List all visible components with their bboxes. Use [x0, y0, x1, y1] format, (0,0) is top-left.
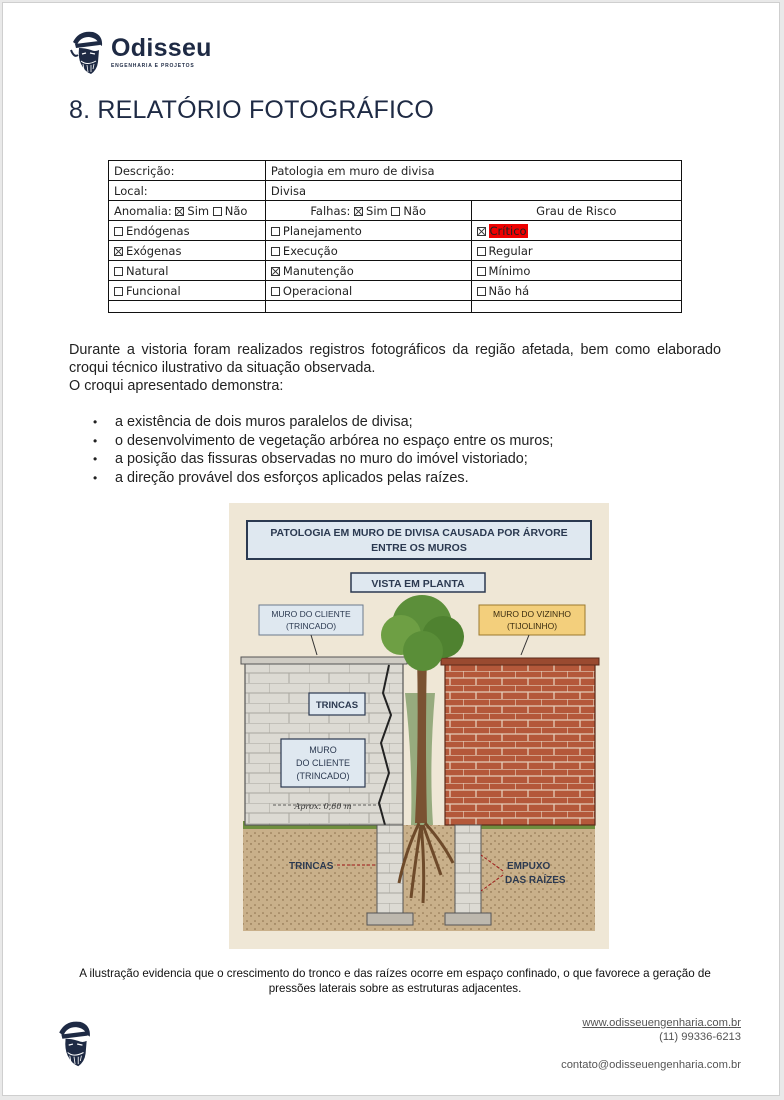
client-wall-line1: MURO DO CLIENTE: [271, 609, 351, 619]
option-manutencao: Manutenção: [282, 263, 354, 278]
option-cell: [265, 281, 471, 301]
empuxo-line2: DAS RAÍZES: [505, 875, 566, 886]
muro-line2: DO CLIENTE: [295, 758, 351, 768]
illustration-caption: A ilustração evidencia que o crescimento do tronco e das raízes ocorre em espaço confinado, o que favorece a geração de pressões laterais sobre as estruturas adjacentes.: [79, 967, 711, 995]
neighbor-footing-base: [445, 913, 491, 925]
empuxo-line1: EMPUXO: [507, 861, 551, 872]
checkbox-empty-icon[interactable]: [114, 267, 123, 276]
trincas-label: TRINCAS: [315, 700, 359, 711]
client-footing-base: [367, 913, 413, 925]
grau-risco-header: Grau de Risco: [471, 201, 681, 221]
checkbox-empty-icon[interactable]: [213, 207, 222, 216]
descricao-value: Patologia em muro de divisa: [265, 161, 681, 181]
view-label: VISTA EM PLANTA: [371, 578, 465, 590]
checkbox-empty-icon[interactable]: [477, 267, 486, 276]
phone-number: (11) 99336-6213: [659, 1031, 741, 1043]
local-label: Local:: [109, 181, 266, 201]
option-cell: [471, 261, 681, 281]
checkbox-checked-icon[interactable]: [354, 207, 363, 216]
aprox-label: Aprox. 0,60 m: [294, 802, 352, 811]
list-item: • a direção provável dos esforços aplicados pelas raízes.: [91, 469, 553, 488]
empty-cell: [471, 301, 681, 313]
odysseus-head-logo-icon: [69, 28, 105, 76]
illustration-title-line1: PATOLOGIA EM MURO DE DIVISA CAUSADA POR ÁRVORE: [270, 527, 568, 539]
option-cell: [471, 221, 681, 241]
option-operacional: Operacional: [282, 283, 353, 298]
anomalia-nao-label: Não: [224, 203, 248, 218]
neighbor-wall-line2: (TIJOLINHO): [506, 621, 558, 631]
checkbox-checked-icon[interactable]: [114, 247, 123, 256]
illustration-title-line2: ENTRE OS MUROS: [371, 542, 467, 554]
website-link[interactable]: www.odisseuengenharia.com.br: [582, 1017, 741, 1029]
checkbox-empty-icon[interactable]: [114, 227, 123, 236]
checkbox-checked-icon[interactable]: [175, 207, 184, 216]
brand-tagline: ENGENHARIA E PROJETOS: [111, 62, 195, 69]
checkbox-empty-icon[interactable]: [391, 207, 400, 216]
option-cell: [265, 221, 471, 241]
inspection-table: [108, 160, 682, 313]
muro-line1: MURO: [309, 745, 337, 755]
option-regular: Regular: [488, 243, 533, 258]
option-cell: [471, 241, 681, 261]
body-intro: O croqui apresentado demonstra:: [69, 378, 284, 394]
body-text: [69, 341, 721, 395]
client-wall-cap: [241, 657, 407, 664]
option-endogenas: Endógenas: [126, 223, 190, 238]
anomalia-label: Anomalia:: [114, 203, 172, 218]
empty-cell: [265, 301, 471, 313]
empty-cell: [109, 301, 266, 313]
option-cell: [109, 241, 266, 261]
brand-name: Odisseu: [111, 33, 212, 62]
option-cell: [109, 221, 266, 241]
bullet-list: [91, 413, 553, 487]
falhas-label: Falhas:: [310, 203, 351, 218]
option-nao-ha: Não há: [488, 283, 530, 298]
falhas-sim-label: Sim: [366, 203, 388, 218]
neighbor-wall-line1: MURO DO VIZINHO: [493, 609, 571, 619]
checkbox-checked-icon[interactable]: [477, 227, 486, 236]
option-minimo: Mínimo: [488, 263, 531, 278]
falhas-nao-label: Não: [403, 203, 427, 218]
descricao-label: Descrição:: [109, 161, 266, 181]
neighbor-footing: [455, 825, 481, 921]
option-exogenas: Exógenas: [126, 243, 182, 258]
anomalia-sim-label: Sim: [187, 203, 210, 218]
checkbox-empty-icon[interactable]: [271, 247, 280, 256]
checkbox-empty-icon[interactable]: [271, 227, 280, 236]
report-page: [2, 2, 780, 1096]
list-item: • o desenvolvimento de vegetação arbórea no espaço entre os muros;: [91, 432, 553, 451]
neighbor-wall: [445, 663, 595, 825]
anomalia-cell: [109, 201, 266, 221]
checkbox-empty-icon[interactable]: [114, 287, 123, 296]
wall-pathology-illustration: [229, 503, 609, 949]
local-value: Divisa: [265, 181, 681, 201]
option-critico-highlighted: Crítico: [489, 223, 527, 238]
email-address[interactable]: contato@odisseuengenharia.com.br: [561, 1059, 741, 1071]
odysseus-head-logo-icon: [55, 1015, 93, 1071]
checkbox-empty-icon[interactable]: [271, 287, 280, 296]
company-logo: [69, 28, 212, 76]
tree-canopy: [403, 631, 443, 671]
option-funcional: Funcional: [126, 283, 181, 298]
option-cell: [471, 281, 681, 301]
checkbox-empty-icon[interactable]: [477, 247, 486, 256]
contact-block: [561, 1016, 741, 1072]
neighbor-wall-cap: [441, 658, 599, 665]
falhas-cell: [265, 201, 471, 221]
option-cell: [265, 241, 471, 261]
option-cell: [109, 281, 266, 301]
checkbox-empty-icon[interactable]: [477, 287, 486, 296]
list-item: • a posição das fissuras observadas no muro do imóvel vistoriado;: [91, 450, 553, 469]
client-footing: [377, 825, 403, 921]
option-natural: Natural: [126, 263, 169, 278]
body-paragraph: Durante a vistoria foram realizados registros fotográficos da região afetada, bem como elaborado croqui técnico ilustrativo da situação observada.: [69, 342, 721, 376]
option-cell: [265, 261, 471, 281]
list-item: • a existência de dois muros paralelos de divisa;: [91, 413, 553, 432]
muro-line3: (TRINCADO): [296, 771, 350, 781]
option-planejamento: Planejamento: [282, 223, 362, 238]
checkbox-checked-icon[interactable]: [271, 267, 280, 276]
option-execucao: Execução: [282, 243, 338, 258]
client-wall-line2: (TRINCADO): [285, 621, 337, 631]
option-cell: [109, 261, 266, 281]
trincas-bottom-label: TRINCAS: [289, 861, 334, 872]
section-title: 8. RELATÓRIO FOTOGRÁFICO: [69, 96, 435, 124]
